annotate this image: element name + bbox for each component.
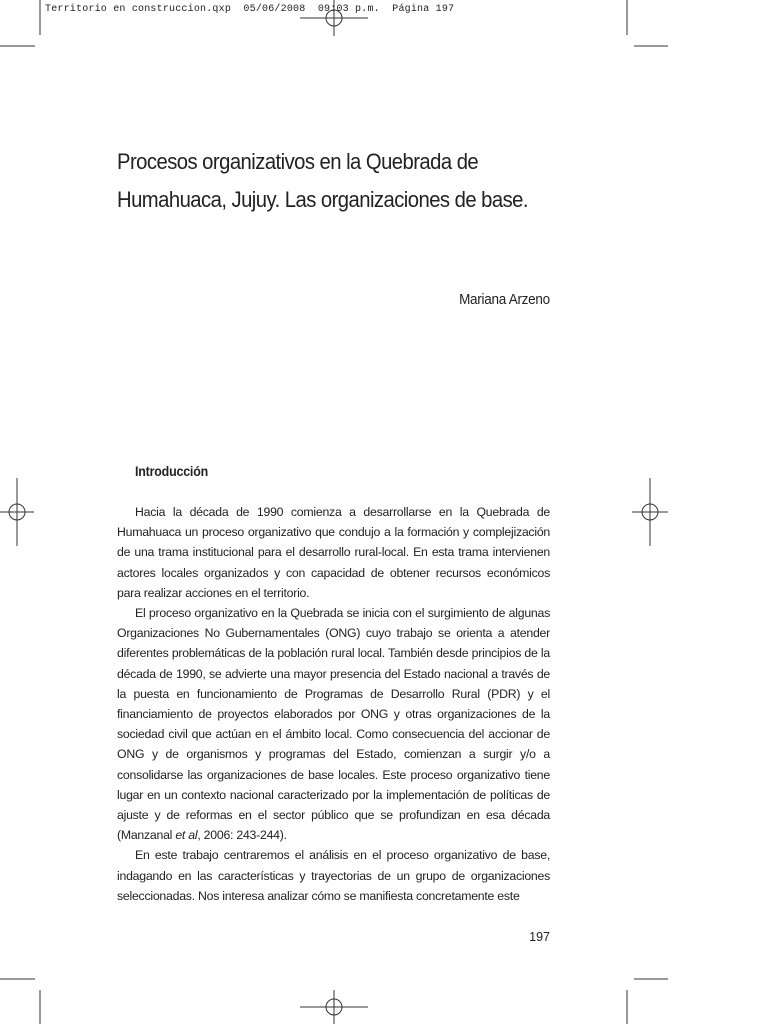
registration-mark-left <box>0 478 34 546</box>
registration-mark-bottom <box>300 990 368 1024</box>
paragraph-3: En este trabajo centraremos el análisis en el proceso organizativo de base, indagando en las características y trayectorias de un grupo de organizaciones seleccionadas. Nos interesa analizar cómo se manifiesta concretamente este <box>117 848 550 903</box>
paragraph-2 <box>117 603 550 845</box>
page-number: 197 <box>529 930 550 944</box>
paragraph-1: Hacia la década de 1990 comienza a desarrollarse en la Quebrada de Humahuaca un proceso organizativo que condujo a la formación y complejización de una trama institucional para el desarrollo rural-local. En esta trama intervienen actores locales organizados y con capacidad de obtener recursos económicos para realizar acciones en el territorio. <box>117 505 550 600</box>
registration-mark-right <box>632 478 668 546</box>
section-heading: Introducción <box>135 464 209 479</box>
citation-et-al: et al <box>175 828 198 843</box>
chapter-title-line-1: Procesos organizativos en la Quebrada de <box>117 149 479 174</box>
paragraph-2-citation-end: , 2006: 243-244). <box>197 828 287 843</box>
print-slug-line: Territorio en construccion.qxp 05/06/2008 09:03 p.m. Página 197 <box>45 4 455 15</box>
author-name: Mariana Arzeno <box>459 291 550 308</box>
chapter-title-line-2: Humahuaca, Jujuy. Las organizaciones de base. <box>117 187 528 212</box>
paragraph-2-text: El proceso organizativo en la Quebrada se inicia con el surgimiento de algunas Organizaciones No Gubernamentales (ONG) cuyo trabajo se orienta a atender diferentes problemáticas de la población rural local. También desde principios de la década de 1990, se advierte una mayor presencia del Estado nacional a través de la puesta en funcionamiento de Programas de Desarrollo Rural (PDR) y el financiamiento de proyectos elaborados por ONG y otras organizaciones de la sociedad civil que actúan en el ámbito local. Como consecuencia del accionar de ONG y de organismos y programas del Estado, comienzan a surgir y/o a consolidarse las organizaciones de base locales. Este proceso organizativo tiene lugar en un contexto nacional caracterizado por la implementación de políticas de ajuste y de reformas en el sector público que se profundizan en esa década (Manzanal <box>117 606 550 843</box>
body-text <box>117 502 550 906</box>
chapter-title <box>117 143 585 219</box>
